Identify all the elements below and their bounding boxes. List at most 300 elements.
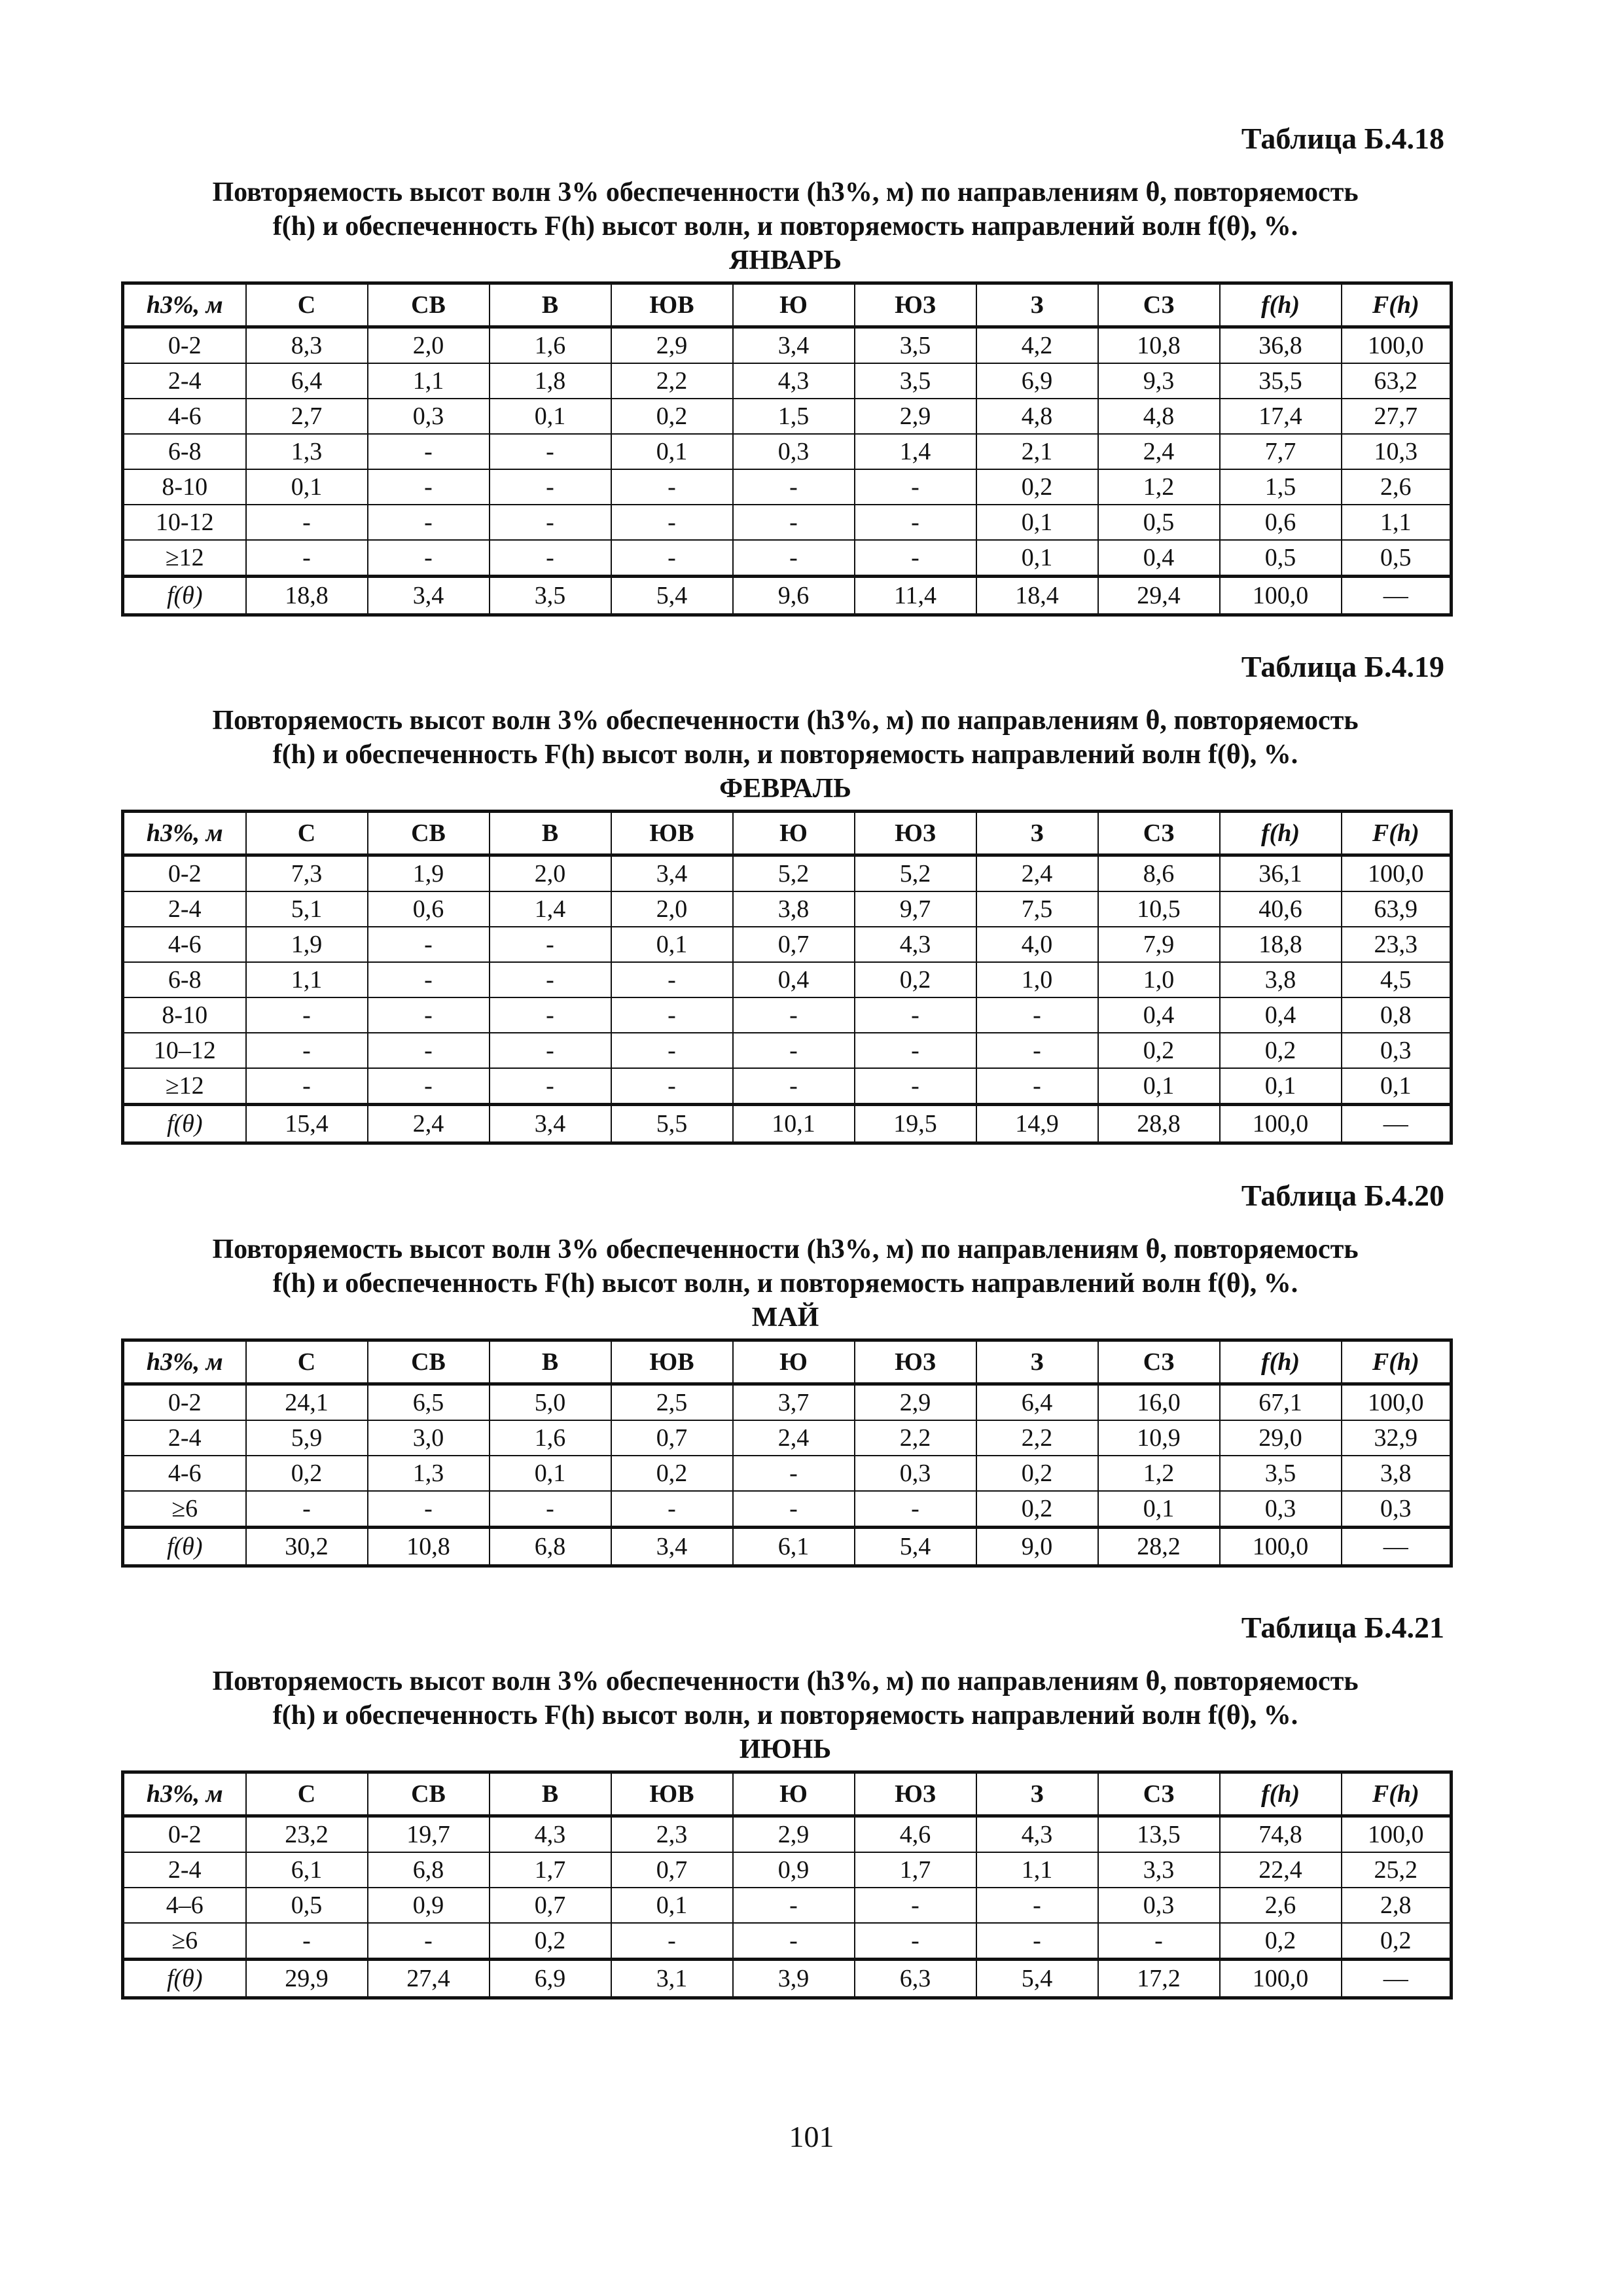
table-cell: 4,3 bbox=[855, 927, 976, 962]
column-header: ЮЗ bbox=[855, 812, 976, 855]
table-cell: 0,1 bbox=[1220, 1068, 1342, 1105]
table-cell: - bbox=[490, 1491, 611, 1528]
table-row bbox=[123, 962, 1452, 997]
table-cell: 3,4 bbox=[611, 855, 733, 892]
table-row bbox=[123, 327, 1452, 364]
table-cell: 0,9 bbox=[368, 1888, 490, 1923]
table-cell: - bbox=[855, 540, 976, 577]
table-cell: - bbox=[855, 1033, 976, 1068]
table-cell: 2,4 bbox=[1098, 434, 1220, 469]
table-cell: 2,9 bbox=[855, 1384, 976, 1421]
column-header: C bbox=[246, 812, 368, 855]
table-cell: 0,2 bbox=[855, 962, 976, 997]
table-cell: 0,1 bbox=[611, 434, 733, 469]
column-header: В bbox=[490, 1772, 611, 1816]
table-cell: - bbox=[611, 505, 733, 540]
column-header: Ю bbox=[733, 1772, 855, 1816]
table-row bbox=[123, 434, 1452, 469]
table-cell: 100,0 bbox=[1220, 1960, 1342, 1998]
table-cell: 4,2 bbox=[976, 327, 1098, 364]
row-header: 2-4 bbox=[123, 891, 246, 927]
table-cell: - bbox=[490, 962, 611, 997]
row-header: 0-2 bbox=[123, 855, 246, 892]
table-cell: 4,6 bbox=[855, 1816, 976, 1853]
table-cell: 7,3 bbox=[246, 855, 368, 892]
table-cell: - bbox=[246, 505, 368, 540]
table-cell: 3,9 bbox=[733, 1960, 855, 1998]
table-cell: 1,1 bbox=[246, 962, 368, 997]
table-cell: 2,4 bbox=[976, 855, 1098, 892]
table-cell: 19,5 bbox=[855, 1105, 976, 1143]
table-cell: - bbox=[490, 434, 611, 469]
table-cell: 4,3 bbox=[976, 1816, 1098, 1853]
table-cell: 0,2 bbox=[1342, 1923, 1452, 1960]
table-cell: - bbox=[1098, 1923, 1220, 1960]
table-cell: - bbox=[733, 540, 855, 577]
table-cell: 7,5 bbox=[976, 891, 1098, 927]
table-cell: 18,4 bbox=[976, 577, 1098, 615]
table-cell: - bbox=[611, 962, 733, 997]
table-cell: - bbox=[368, 540, 490, 577]
table-cell: 4,5 bbox=[1342, 962, 1452, 997]
column-header: ЮЗ bbox=[855, 1340, 976, 1384]
table-cell: 0,3 bbox=[733, 434, 855, 469]
table-cell: 0,7 bbox=[490, 1888, 611, 1923]
table-cell: 0,2 bbox=[611, 1456, 733, 1491]
table-row bbox=[123, 1068, 1452, 1105]
table-cell: - bbox=[368, 505, 490, 540]
table-cell: 24,1 bbox=[246, 1384, 368, 1421]
table-row bbox=[123, 1852, 1452, 1888]
table-cell: 67,1 bbox=[1220, 1384, 1342, 1421]
table-cell: 29,0 bbox=[1220, 1420, 1342, 1456]
column-header: f(h) bbox=[1220, 812, 1342, 855]
table-cell: 3,4 bbox=[733, 327, 855, 364]
row-header: ≥12 bbox=[123, 1068, 246, 1105]
table-cell: 0,6 bbox=[368, 891, 490, 927]
table-cell: - bbox=[976, 1888, 1098, 1923]
row-header: f(θ) bbox=[123, 1528, 246, 1566]
table-cell: - bbox=[490, 997, 611, 1033]
table-cell: 6,4 bbox=[976, 1384, 1098, 1421]
table-cell: 16,0 bbox=[1098, 1384, 1220, 1421]
table-number: Таблица Б.4.18 bbox=[1241, 122, 1444, 155]
row-header: 0-2 bbox=[123, 1816, 246, 1853]
table-cell: - bbox=[246, 1491, 368, 1528]
column-header: ЮВ bbox=[611, 812, 733, 855]
table-cell: - bbox=[855, 997, 976, 1033]
table-cell: 100,0 bbox=[1220, 1528, 1342, 1566]
table-cell: — bbox=[1342, 1960, 1452, 1998]
table-cell: 1,1 bbox=[368, 363, 490, 399]
table-header-row bbox=[123, 812, 1452, 855]
table-cell: - bbox=[733, 505, 855, 540]
table-cell: 0,5 bbox=[1220, 540, 1342, 577]
table-cell: 0,3 bbox=[368, 399, 490, 434]
table-header-row bbox=[123, 1772, 1452, 1816]
table-cell: 1,0 bbox=[976, 962, 1098, 997]
column-header: В bbox=[490, 1340, 611, 1384]
table-cell: 6,9 bbox=[976, 363, 1098, 399]
table-cell: 5,9 bbox=[246, 1420, 368, 1456]
table-total-row bbox=[123, 1960, 1452, 1998]
table-header-row bbox=[123, 1340, 1452, 1384]
table-cell: 18,8 bbox=[1220, 927, 1342, 962]
table-cell: 6,8 bbox=[368, 1852, 490, 1888]
column-header: h3%, м bbox=[123, 283, 246, 327]
table-cell: 0,8 bbox=[1342, 997, 1452, 1033]
table-cell: 1,8 bbox=[490, 363, 611, 399]
table-number: Таблица Б.4.20 bbox=[1241, 1179, 1444, 1212]
table-cell: 10,8 bbox=[1098, 327, 1220, 364]
table-cell: 29,4 bbox=[1098, 577, 1220, 615]
table-cell: 0,2 bbox=[1220, 1923, 1342, 1960]
table-header-row bbox=[123, 283, 1452, 327]
table-block-b418 bbox=[121, 121, 1450, 617]
table-row bbox=[123, 927, 1452, 962]
table-cell: 0,9 bbox=[733, 1852, 855, 1888]
table-caption-line1: Повторяемость высот волн 3% обеспеченности (h3%, м) по направлениям θ, повторяемость bbox=[212, 706, 1359, 736]
table-cell: 2,6 bbox=[1342, 469, 1452, 505]
table-cell: 0,5 bbox=[1342, 540, 1452, 577]
table-cell: - bbox=[490, 469, 611, 505]
table-row bbox=[123, 891, 1452, 927]
wave-height-table bbox=[121, 810, 1453, 1145]
table-cell: 1,6 bbox=[490, 1420, 611, 1456]
table-cell: - bbox=[246, 1068, 368, 1105]
column-header: СЗ bbox=[1098, 1340, 1220, 1384]
table-cell: — bbox=[1342, 1105, 1452, 1143]
table-cell: 2,2 bbox=[976, 1420, 1098, 1456]
table-cell: 0,1 bbox=[1098, 1491, 1220, 1528]
column-header: СВ bbox=[368, 812, 490, 855]
column-header: h3%, м bbox=[123, 1772, 246, 1816]
row-header: 4-6 bbox=[123, 399, 246, 434]
table-cell: 1,0 bbox=[1098, 962, 1220, 997]
column-header: СВ bbox=[368, 1340, 490, 1384]
row-header: 10–12 bbox=[123, 1033, 246, 1068]
month-title: ИЮНЬ bbox=[739, 1734, 832, 1765]
table-cell: 0,5 bbox=[1098, 505, 1220, 540]
table-cell: 5,5 bbox=[611, 1105, 733, 1143]
table-cell: 10,1 bbox=[733, 1105, 855, 1143]
column-header: Ю bbox=[733, 1340, 855, 1384]
table-cell: 5,4 bbox=[611, 577, 733, 615]
table-cell: 1,1 bbox=[1342, 505, 1452, 540]
column-header: В bbox=[490, 812, 611, 855]
table-cell: 9,3 bbox=[1098, 363, 1220, 399]
row-header: 10-12 bbox=[123, 505, 246, 540]
table-total-row bbox=[123, 1105, 1452, 1143]
table-cell: 2,4 bbox=[733, 1420, 855, 1456]
table-cell: 1,2 bbox=[1098, 1456, 1220, 1491]
table-cell: 0,4 bbox=[1098, 997, 1220, 1033]
column-header: f(h) bbox=[1220, 283, 1342, 327]
table-cell: 100,0 bbox=[1342, 1384, 1452, 1421]
table-cell: 0,7 bbox=[611, 1852, 733, 1888]
table-cell: - bbox=[733, 1456, 855, 1491]
table-cell: 2,2 bbox=[611, 363, 733, 399]
table-cell: — bbox=[1342, 577, 1452, 615]
table-cell: 7,7 bbox=[1220, 434, 1342, 469]
table-caption-line2: f(h) и обеспеченность F(h) высот волн, и повторяемость направлений волн f(θ), %. bbox=[272, 1700, 1298, 1731]
table-cell: - bbox=[368, 927, 490, 962]
table-cell: - bbox=[976, 1923, 1098, 1960]
table-cell: 3,3 bbox=[1098, 1852, 1220, 1888]
table-cell: 63,9 bbox=[1342, 891, 1452, 927]
table-row bbox=[123, 1888, 1452, 1923]
table-cell: 2,1 bbox=[976, 434, 1098, 469]
table-cell: 4,8 bbox=[976, 399, 1098, 434]
table-cell: 1,5 bbox=[1220, 469, 1342, 505]
table-cell: 1,2 bbox=[1098, 469, 1220, 505]
table-cell: 2,0 bbox=[611, 891, 733, 927]
row-header: f(θ) bbox=[123, 577, 246, 615]
table-cell: 32,9 bbox=[1342, 1420, 1452, 1456]
table-cell: 3,8 bbox=[1220, 962, 1342, 997]
table-cell: 8,6 bbox=[1098, 855, 1220, 892]
table-caption-line1: Повторяемость высот волн 3% обеспеченности (h3%, м) по направлениям θ, повторяемость bbox=[212, 1666, 1359, 1696]
column-header: F(h) bbox=[1342, 283, 1452, 327]
row-header: 6-8 bbox=[123, 962, 246, 997]
table-row bbox=[123, 997, 1452, 1033]
row-header: 0-2 bbox=[123, 1384, 246, 1421]
column-header: f(h) bbox=[1220, 1772, 1342, 1816]
table-cell: 1,7 bbox=[855, 1852, 976, 1888]
table-cell: 2,7 bbox=[246, 399, 368, 434]
table-cell: — bbox=[1342, 1528, 1452, 1566]
column-header: З bbox=[976, 1772, 1098, 1816]
table-cell: 100,0 bbox=[1220, 1105, 1342, 1143]
table-cell: - bbox=[855, 505, 976, 540]
table-cell: 6,9 bbox=[490, 1960, 611, 1998]
table-cell: - bbox=[611, 469, 733, 505]
table-cell: 0,2 bbox=[246, 1456, 368, 1491]
table-cell: 4,3 bbox=[733, 363, 855, 399]
table-cell: 3,0 bbox=[368, 1420, 490, 1456]
table-caption-line2: f(h) и обеспеченность F(h) высот волн, и повторяемость направлений волн f(θ), %. bbox=[272, 740, 1298, 770]
wave-height-table bbox=[121, 281, 1453, 617]
table-total-row bbox=[123, 577, 1452, 615]
table-row bbox=[123, 1456, 1452, 1491]
table-cell: 0,2 bbox=[1098, 1033, 1220, 1068]
table-row bbox=[123, 1384, 1452, 1421]
table-cell: 14,9 bbox=[976, 1105, 1098, 1143]
table-block-b420 bbox=[121, 1178, 1450, 1568]
table-cell: 0,1 bbox=[976, 540, 1098, 577]
table-cell: 0,1 bbox=[1098, 1068, 1220, 1105]
table-cell: 0,3 bbox=[1342, 1033, 1452, 1068]
row-header: 4-6 bbox=[123, 927, 246, 962]
table-number: Таблица Б.4.21 bbox=[1241, 1611, 1444, 1644]
table-cell: 1,4 bbox=[490, 891, 611, 927]
table-cell: 3,5 bbox=[490, 577, 611, 615]
table-row bbox=[123, 363, 1452, 399]
table-cell: 2,3 bbox=[611, 1816, 733, 1853]
table-cell: 36,1 bbox=[1220, 855, 1342, 892]
column-header: F(h) bbox=[1342, 1340, 1452, 1384]
row-header: 8-10 bbox=[123, 469, 246, 505]
table-cell: 17,4 bbox=[1220, 399, 1342, 434]
table-cell: 9,6 bbox=[733, 577, 855, 615]
table-cell: 19,7 bbox=[368, 1816, 490, 1853]
table-cell: 3,8 bbox=[733, 891, 855, 927]
table-cell: - bbox=[855, 1491, 976, 1528]
table-cell: 5,2 bbox=[733, 855, 855, 892]
table-cell: 10,3 bbox=[1342, 434, 1452, 469]
column-header: СВ bbox=[368, 283, 490, 327]
table-cell: 36,8 bbox=[1220, 327, 1342, 364]
table-cell: - bbox=[611, 1068, 733, 1105]
table-cell: 0,7 bbox=[611, 1420, 733, 1456]
table-cell: 0,4 bbox=[733, 962, 855, 997]
table-cell: 0,3 bbox=[1098, 1888, 1220, 1923]
table-block-b421 bbox=[121, 1610, 1450, 2000]
table-cell: 30,2 bbox=[246, 1528, 368, 1566]
column-header: h3%, м bbox=[123, 812, 246, 855]
column-header: C bbox=[246, 1772, 368, 1816]
month-title: МАЙ bbox=[751, 1302, 819, 1333]
page-number: 101 bbox=[789, 2120, 834, 2153]
table-cell: - bbox=[733, 1068, 855, 1105]
table-cell: 3,4 bbox=[611, 1528, 733, 1566]
row-header: 0-2 bbox=[123, 327, 246, 364]
table-cell: 100,0 bbox=[1220, 577, 1342, 615]
column-header: C bbox=[246, 1340, 368, 1384]
table-cell: 35,5 bbox=[1220, 363, 1342, 399]
table-row bbox=[123, 855, 1452, 892]
table-cell: 0,1 bbox=[1342, 1068, 1452, 1105]
table-row bbox=[123, 505, 1452, 540]
table-cell: - bbox=[855, 1068, 976, 1105]
row-header: f(θ) bbox=[123, 1105, 246, 1143]
wave-height-table bbox=[121, 1338, 1453, 1568]
table-cell: 1,5 bbox=[733, 399, 855, 434]
table-cell: 28,2 bbox=[1098, 1528, 1220, 1566]
table-row bbox=[123, 1923, 1452, 1960]
table-cell: 9,0 bbox=[976, 1528, 1098, 1566]
table-cell: 0,2 bbox=[611, 399, 733, 434]
table-total-row bbox=[123, 1528, 1452, 1566]
table-cell: - bbox=[368, 1068, 490, 1105]
table-row bbox=[123, 1420, 1452, 1456]
table-cell: 6,3 bbox=[855, 1960, 976, 1998]
column-header: З bbox=[976, 1340, 1098, 1384]
table-cell: 17,2 bbox=[1098, 1960, 1220, 1998]
table-cell: - bbox=[368, 1491, 490, 1528]
table-cell: 3,4 bbox=[490, 1105, 611, 1143]
table-cell: 3,4 bbox=[368, 577, 490, 615]
table-cell: - bbox=[611, 1923, 733, 1960]
row-header: 2-4 bbox=[123, 363, 246, 399]
column-header: ЮВ bbox=[611, 1340, 733, 1384]
table-caption-line1: Повторяемость высот волн 3% обеспеченности (h3%, м) по направлениям θ, повторяемость bbox=[212, 177, 1359, 207]
table-cell: 0,7 bbox=[733, 927, 855, 962]
table-row bbox=[123, 540, 1452, 577]
table-cell: 1,6 bbox=[490, 327, 611, 364]
column-header: ЮЗ bbox=[855, 283, 976, 327]
table-cell: - bbox=[246, 997, 368, 1033]
table-cell: 28,8 bbox=[1098, 1105, 1220, 1143]
table-cell: 15,4 bbox=[246, 1105, 368, 1143]
table-cell: 2,2 bbox=[855, 1420, 976, 1456]
table-cell: 6,5 bbox=[368, 1384, 490, 1421]
table-cell: 8,3 bbox=[246, 327, 368, 364]
table-cell: - bbox=[611, 997, 733, 1033]
table-cell: 2,5 bbox=[611, 1384, 733, 1421]
column-header: F(h) bbox=[1342, 1772, 1452, 1816]
table-cell: 6,1 bbox=[246, 1852, 368, 1888]
table-cell: 25,2 bbox=[1342, 1852, 1452, 1888]
row-header: ≥6 bbox=[123, 1923, 246, 1960]
table-cell: 1,9 bbox=[246, 927, 368, 962]
table-cell: 0,4 bbox=[1098, 540, 1220, 577]
column-header: Ю bbox=[733, 812, 855, 855]
table-cell: 2,6 bbox=[1220, 1888, 1342, 1923]
table-cell: 18,8 bbox=[246, 577, 368, 615]
table-cell: - bbox=[733, 469, 855, 505]
column-header: СЗ bbox=[1098, 1772, 1220, 1816]
table-cell: 5,4 bbox=[855, 1528, 976, 1566]
column-header: ЮВ bbox=[611, 1772, 733, 1816]
table-cell: 11,4 bbox=[855, 577, 976, 615]
table-cell: - bbox=[733, 1888, 855, 1923]
table-cell: 100,0 bbox=[1342, 855, 1452, 892]
table-caption-line2: f(h) и обеспеченность F(h) высот волн, и повторяемость направлений волн f(θ), %. bbox=[272, 1268, 1298, 1299]
table-cell: 6,8 bbox=[490, 1528, 611, 1566]
row-header: 2-4 bbox=[123, 1852, 246, 1888]
month-title: ФЕВРАЛЬ bbox=[719, 774, 851, 804]
column-header: h3%, м bbox=[123, 1340, 246, 1384]
table-cell: - bbox=[368, 997, 490, 1033]
table-cell: 2,0 bbox=[368, 327, 490, 364]
table-cell: 100,0 bbox=[1342, 327, 1452, 364]
table-cell: 0,2 bbox=[490, 1923, 611, 1960]
row-header: f(θ) bbox=[123, 1960, 246, 1998]
column-header: СЗ bbox=[1098, 812, 1220, 855]
table-cell: 27,4 bbox=[368, 1960, 490, 1998]
table-cell: 22,4 bbox=[1220, 1852, 1342, 1888]
table-cell: 0,1 bbox=[611, 1888, 733, 1923]
row-header: ≥6 bbox=[123, 1491, 246, 1528]
table-cell: 0,2 bbox=[976, 1491, 1098, 1528]
table-cell: 0,1 bbox=[490, 1456, 611, 1491]
table-cell: - bbox=[246, 1033, 368, 1068]
table-cell: 1,1 bbox=[976, 1852, 1098, 1888]
column-header: ЮВ bbox=[611, 283, 733, 327]
table-cell: 4,3 bbox=[490, 1816, 611, 1853]
table-block-b419 bbox=[121, 649, 1450, 1145]
table-cell: 3,5 bbox=[855, 327, 976, 364]
column-header: F(h) bbox=[1342, 812, 1452, 855]
column-header: В bbox=[490, 283, 611, 327]
table-cell: 5,2 bbox=[855, 855, 976, 892]
table-row bbox=[123, 1033, 1452, 1068]
row-header: 2-4 bbox=[123, 1420, 246, 1456]
table-cell: 13,5 bbox=[1098, 1816, 1220, 1853]
table-cell: 3,8 bbox=[1342, 1456, 1452, 1491]
table-cell: 29,9 bbox=[246, 1960, 368, 1998]
table-cell: 5,0 bbox=[490, 1384, 611, 1421]
table-cell: - bbox=[490, 1033, 611, 1068]
table-cell: 10,9 bbox=[1098, 1420, 1220, 1456]
table-cell: 1,7 bbox=[490, 1852, 611, 1888]
table-cell: 2,9 bbox=[855, 399, 976, 434]
row-header: 4–6 bbox=[123, 1888, 246, 1923]
table-cell: - bbox=[490, 505, 611, 540]
table-cell: 0,2 bbox=[976, 1456, 1098, 1491]
table-cell: 0,4 bbox=[1220, 997, 1342, 1033]
